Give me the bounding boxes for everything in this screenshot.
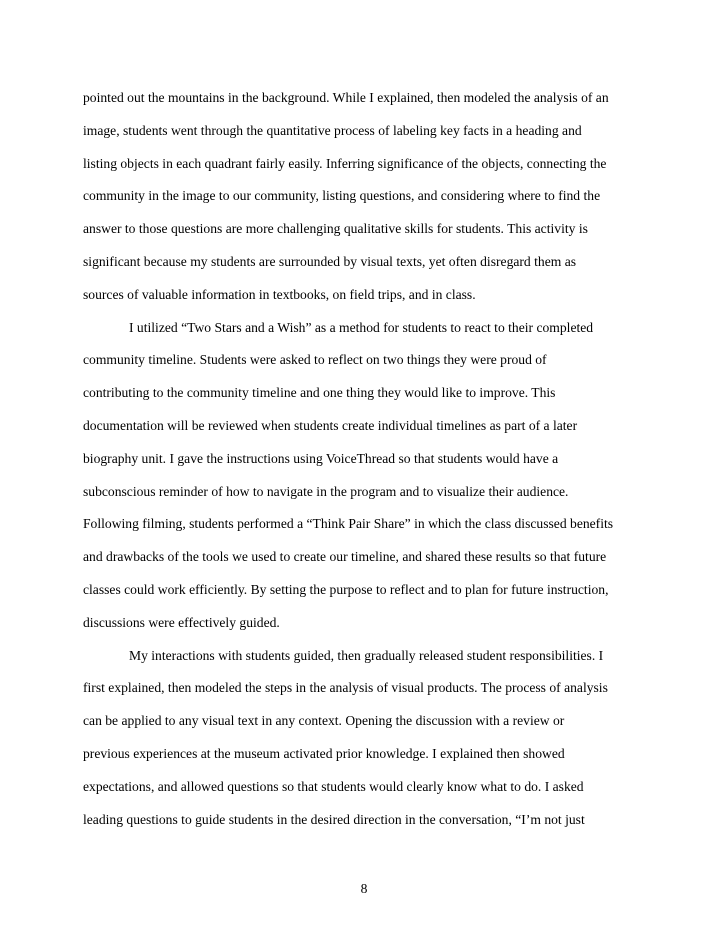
body-text [83, 82, 645, 836]
paragraph-first-line: My interactions with students guided, then gradually released student responsibilities. I [129, 647, 604, 663]
text-line: leading questions to guide students in the desired direction in the conversation, “I’m not just [83, 811, 585, 827]
text-line: expectations, and allowed questions so that students would clearly know what to do. I asked [83, 778, 584, 794]
text-line: discussions were effectively guided. [83, 614, 280, 630]
text-line: Following filming, students performed a “Think Pair Share” in which the class discussed benefits [83, 516, 614, 532]
text-line: contributing to the community timeline and one thing they would like to improve. This [83, 385, 556, 401]
text-line: listing objects in each quadrant fairly easily. Inferring significance of the objects, connecting the [83, 155, 607, 171]
text-line: biography unit. I gave the instructions using VoiceThread so that students would have a [83, 450, 559, 466]
text-line: and drawbacks of the tools we used to create our timeline, and shared these results so that future [83, 549, 607, 565]
text-line: answer to those questions are more challenging qualitative skills for students. This activity is [83, 221, 588, 237]
text-line: can be applied to any visual text in any context. Opening the discussion with a review or [83, 713, 565, 729]
text-line: significant because my students are surrounded by visual texts, yet often disregard them as [83, 253, 577, 269]
text-line: community timeline. Students were asked to reflect on two things they were proud of [83, 352, 547, 368]
text-line: previous experiences at the museum activated prior knowledge. I explained then showed [83, 745, 565, 761]
paragraph-first-line: I utilized “Two Stars and a Wish” as a method for students to react to their completed [129, 319, 594, 335]
text-line: community in the image to our community, listing questions, and considering where to find the [83, 188, 601, 204]
text-line: sources of valuable information in textbooks, on field trips, and in class. [83, 286, 476, 302]
text-line: pointed out the mountains in the background. While I explained, then modeled the analysis of an [83, 90, 609, 105]
text-line: subconscious reminder of how to navigate in the program and to visualize their audience. [83, 483, 569, 499]
text-line: documentation will be reviewed when students create individual timelines as part of a later [83, 417, 578, 433]
page-number: 8 [360, 881, 368, 896]
text-line: image, students went through the quantitative process of labeling key facts in a heading and [83, 122, 582, 138]
text-line: classes could work efficiently. By setting the purpose to reflect and to plan for future instruction, [83, 581, 609, 597]
text-line: first explained, then modeled the steps in the analysis of visual products. The process of analysis [83, 680, 608, 696]
